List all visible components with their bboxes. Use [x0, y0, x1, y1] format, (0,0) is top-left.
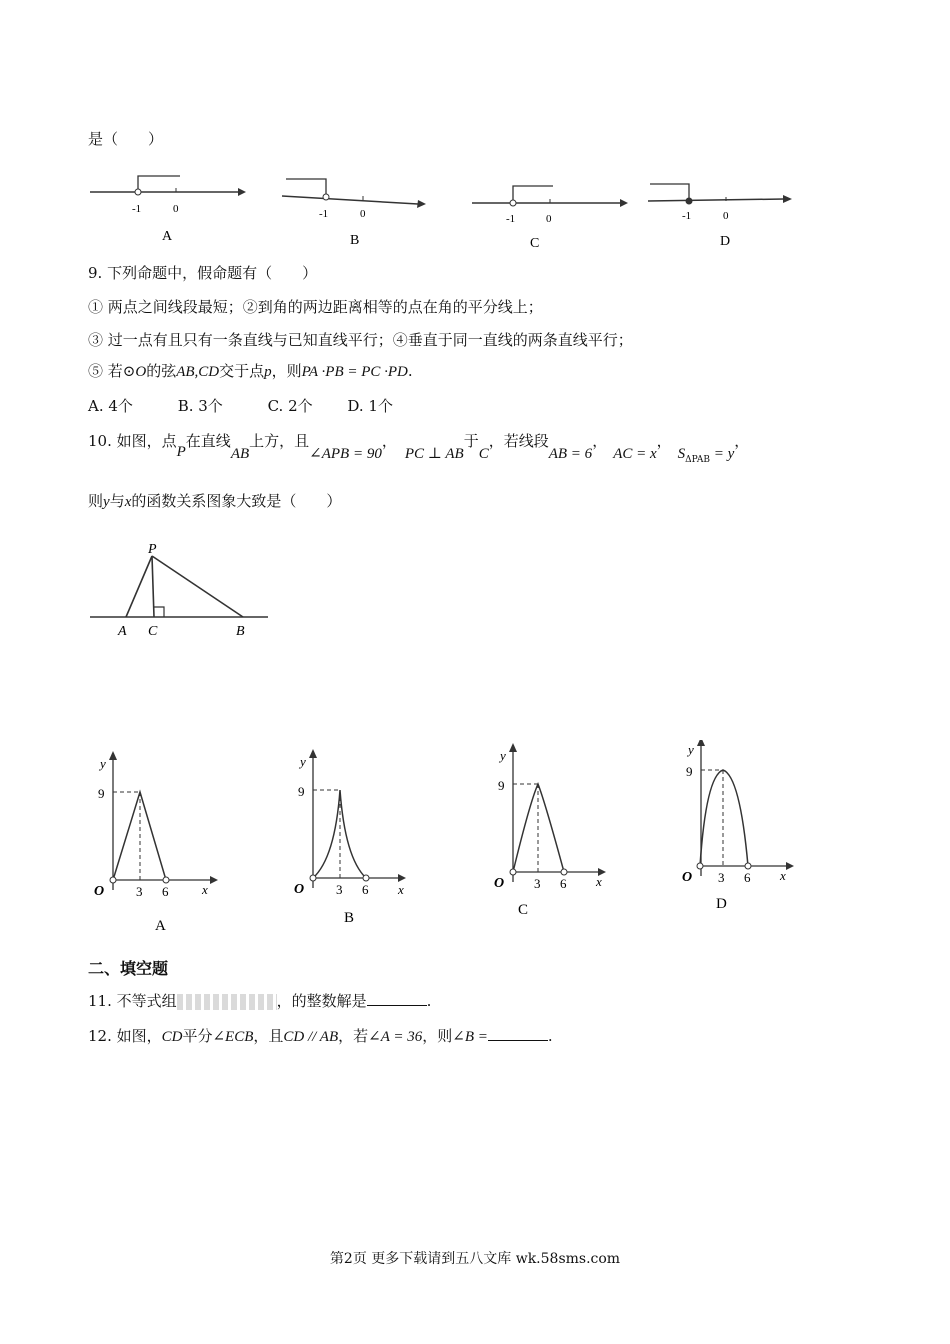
svg-text:x: x: [202, 882, 208, 897]
q12: 12. 如图，CD平分∠ECB，且CD // AB，若∠A = 36，则∠B = .: [88, 1027, 553, 1045]
q10-graphs: [80, 740, 800, 935]
point-a-label: A: [118, 624, 127, 639]
q9-choice-d: D. 1个: [347, 397, 393, 415]
svg-text:O: O: [94, 884, 105, 899]
q8-a-label: A: [162, 229, 173, 244]
q11-answer-blank: [367, 991, 427, 1006]
point-c-label: C: [148, 624, 158, 639]
svg-text:6: 6: [560, 876, 567, 891]
svg-text:y: y: [100, 756, 106, 771]
graph-b: [294, 749, 406, 926]
q8-c-tick-neg1: -1: [506, 213, 516, 225]
q9-choices: [88, 395, 393, 416]
q8-d-tick-neg1: -1: [682, 210, 692, 222]
graph-c: [494, 743, 606, 918]
q8-c-label: C: [530, 236, 540, 250]
q8-b-tick-0: 0: [360, 208, 366, 220]
q9-stem: 9. 下列命题中，假命题有（ ）: [88, 264, 318, 282]
q10-line2: 则y与x的函数关系图象大致是（ ）: [88, 492, 342, 510]
graph-c-label: C: [518, 902, 529, 918]
svg-text:3: 3: [534, 876, 541, 891]
svg-text:x: x: [596, 874, 602, 889]
q9-line2: ③ 过一点有且只有一条直线与已知直线平行；④垂直于同一直线的两条直线平行；: [88, 331, 633, 349]
svg-text:6: 6: [162, 884, 169, 899]
q8-a-tick-0: 0: [173, 203, 179, 215]
q8-option-c-figure: [472, 186, 628, 250]
svg-text:9: 9: [498, 778, 505, 793]
svg-text:6: 6: [362, 882, 369, 897]
svg-text:6: 6: [744, 870, 751, 885]
q9-choice-b: B. 3个: [177, 397, 223, 415]
section-title: 二、填空题: [88, 959, 169, 978]
q9-choice-a: A. 4个: [88, 397, 133, 415]
q8-option-d-figure: [648, 184, 792, 249]
svg-text:9: 9: [298, 784, 305, 799]
q8-tail: 是（ ）: [88, 130, 164, 148]
svg-text:O: O: [494, 876, 505, 891]
svg-text:O: O: [682, 870, 693, 885]
inequality-system-image: [177, 994, 277, 1010]
q10-stem: 10. 如图，点P在直线AB上方，且∠APB = 90，PC ⊥ AB于C，若线段AB = 6，AC = x，$S_{\Delta PAB} = y$，: [88, 432, 750, 465]
q8-d-label: D: [720, 234, 731, 249]
point-b-label: B: [236, 624, 245, 639]
svg-text:3: 3: [136, 884, 143, 899]
q11: 11. 不等式组 ，的整数解是 .: [88, 992, 432, 1010]
q9-line1: ① 两点之间线段最短；②到角的两边距离相等的点在角的平分线上；: [88, 298, 543, 316]
q8-d-tick-0: 0: [723, 210, 729, 222]
q9-line3: ⑤ 若⊙O的弦AB,CD交于点p，则PA ·PB = PC ·PD.: [88, 362, 413, 380]
svg-text:x: x: [398, 882, 404, 897]
q9-choice-c: C. 2个: [267, 397, 313, 415]
svg-text:9: 9: [98, 786, 105, 801]
svg-text:9: 9: [686, 764, 693, 779]
svg-text:O: O: [294, 882, 305, 897]
svg-text:x: x: [780, 868, 786, 883]
q12-answer-blank: [488, 1026, 548, 1041]
q8-a-tick-neg1: -1: [132, 203, 142, 215]
graph-d-label: D: [716, 896, 727, 912]
q8-b-label: B: [350, 233, 360, 248]
page-footer: 第2页 更多下载请到五八文库 wk.58sms.com: [329, 1251, 621, 1267]
q10-triangle-figure: [88, 535, 273, 645]
graph-a: [94, 751, 218, 934]
svg-text:3: 3: [718, 870, 725, 885]
svg-text:y: y: [300, 754, 306, 769]
point-p-label: P: [148, 542, 157, 557]
svg-text:3: 3: [336, 882, 343, 897]
graph-a-label: A: [155, 918, 166, 934]
q8-number-lines: [80, 170, 800, 250]
graph-b-label: B: [344, 910, 355, 926]
graph-d: [682, 740, 794, 912]
svg-text:y: y: [688, 742, 694, 757]
q8-option-b-figure: [282, 179, 426, 248]
q8-b-tick-neg1: -1: [319, 208, 329, 220]
q8-c-tick-0: 0: [546, 213, 552, 225]
svg-text:y: y: [500, 748, 506, 763]
q8-option-a-figure: [90, 176, 246, 244]
